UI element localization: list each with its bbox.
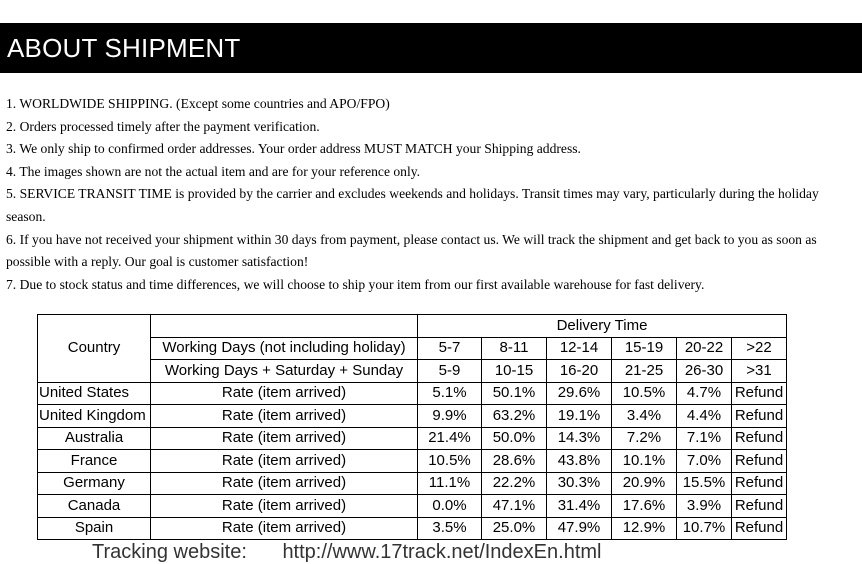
page-title: ABOUT SHIPMENT [7,33,241,63]
country-cell: Australia [38,427,151,450]
rate-label: Rate (item arrived) [151,472,418,495]
table-cell: 21-25 [612,360,677,383]
table-cell: 50.1% [482,382,547,405]
table-cell: 22.2% [482,472,547,495]
working-days-row [38,337,787,360]
table-cell: 3.5% [418,517,482,540]
table-cell: Refund [732,472,787,495]
table-cell: 31.4% [547,495,612,518]
table-cell: Refund [732,517,787,540]
table-cell: 7.2% [612,427,677,450]
table-cell: 12-14 [547,337,612,360]
table-cell: 4.7% [677,382,732,405]
country-cell: United Kingdom [38,405,151,428]
country-cell: France [38,450,151,473]
table-cell: 11.1% [418,472,482,495]
table-cell: 14.3% [547,427,612,450]
table-cell: 9.9% [418,405,482,428]
country-header: Country [38,315,151,383]
table-cell: 30.3% [547,472,612,495]
table-cell: Refund [732,382,787,405]
weekend-days-row [38,360,787,383]
table-cell: 20-22 [677,337,732,360]
rate-label: Rate (item arrived) [151,405,418,428]
shipping-notes-list [6,93,854,296]
table-cell: 5.1% [418,382,482,405]
table-row [38,495,787,518]
table-cell: 3.9% [677,495,732,518]
table-cell: 17.6% [612,495,677,518]
country-cell: United States [38,382,151,405]
page-title-banner [0,23,862,73]
table-cell: 43.8% [547,450,612,473]
table-cell: 12.9% [612,517,677,540]
table-cell: 29.6% [547,382,612,405]
table-cell: 10.1% [612,450,677,473]
tracking-label: Tracking website: [92,541,247,563]
table-cell: 4.4% [677,405,732,428]
note-item: 1. WORLDWIDE SHIPPING. (Except some countries and APO/FPO) [6,96,390,111]
delivery-time-table [37,314,787,540]
table-cell: 5-7 [418,337,482,360]
table-cell: 28.6% [482,450,547,473]
table-cell: 47.1% [482,495,547,518]
tracking-line [92,540,601,564]
table-cell: 10.5% [418,450,482,473]
table-cell: Refund [732,450,787,473]
country-cell: Canada [38,495,151,518]
table-cell: Refund [732,495,787,518]
table-cell: 10-15 [482,360,547,383]
table-cell: 5-9 [418,360,482,383]
country-cell: Germany [38,472,151,495]
table-cell: 21.4% [418,427,482,450]
table-cell: 7.1% [677,427,732,450]
note-item: 4. The images shown are not the actual item and are for your reference only. [6,163,421,179]
working-days-label: Working Days (not including holiday) [151,337,418,360]
rate-label: Rate (item arrived) [151,427,418,450]
table-cell: 26-30 [677,360,732,383]
table-row [38,427,787,450]
table-row [38,450,787,473]
table-header-row [38,315,787,338]
weekend-days-label: Working Days + Saturday + Sunday [151,360,418,383]
table-cell: 3.4% [612,405,677,428]
table-cell: 19.1% [547,405,612,428]
rate-label: Rate (item arrived) [151,495,418,518]
table-cell: 16-20 [547,360,612,383]
tracking-url-link[interactable]: http://www.17track.net/IndexEn.html [282,541,602,563]
rate-label: Rate (item arrived) [151,382,418,405]
table-row [38,405,787,428]
note-item: 3. We only ship to confirmed order addresses. Your order address MUST MATCH your Shipping address. [6,141,581,157]
rate-label: Rate (item arrived) [151,517,418,540]
table-cell: Refund [732,427,787,450]
note-item: 7. Due to stock status and time differences, we will choose to ship your item from our first available warehouse for fast delivery. [6,276,705,292]
table-cell: 10.5% [612,382,677,405]
table-cell: 50.0% [482,427,547,450]
table-cell: 0.0% [418,495,482,518]
delivery-time-header: Delivery Time [418,315,787,338]
note-item: 2. Orders processed timely after the payment verification. [6,118,320,134]
table-cell: >31 [732,360,787,383]
table-row [38,382,787,405]
table-cell: 10.7% [677,517,732,540]
country-cell: Spain [38,517,151,540]
table-cell: Refund [732,405,787,428]
table-cell: 15-19 [612,337,677,360]
table-cell: 7.0% [677,450,732,473]
table-cell: 47.9% [547,517,612,540]
table-cell: >22 [732,337,787,360]
table-cell: 20.9% [612,472,677,495]
note-item: 5. SERVICE TRANSIT TIME is provided by the carrier and excludes weekends and holidays. Transit times may vary, particularly during the holiday season. [6,186,819,224]
rate-label: Rate (item arrived) [151,450,418,473]
table-row [38,472,787,495]
table-cell: 63.2% [482,405,547,428]
table-cell: 15.5% [677,472,732,495]
table-cell: 8-11 [482,337,547,360]
note-item: 6. If you have not received your shipment within 30 days from payment, please contact us. We will track the shipment and get back to you as soon as possible with a reply. Our goal is customer satisfaction! [6,231,817,270]
table-row [38,517,787,540]
table-cell: 25.0% [482,517,547,540]
